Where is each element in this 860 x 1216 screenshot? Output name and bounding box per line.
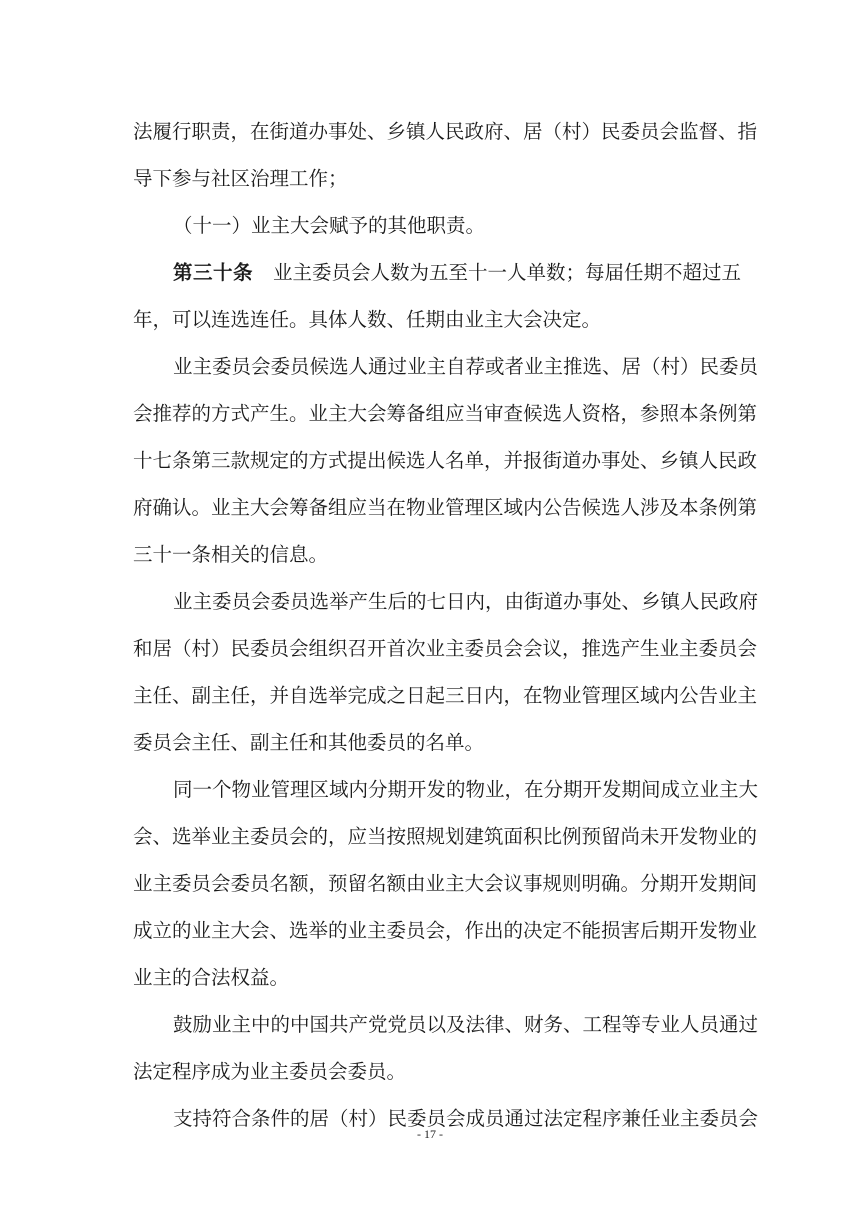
- text-line: 鼓励业主中的中国共产党党员以及法律、财务、工程等专业人员通过: [173, 1013, 759, 1036]
- article-number: 第三十条: [173, 261, 254, 284]
- text-line: 业主委员会委员候选人通过业主自荐或者业主推选、居（村）民委员: [173, 355, 759, 378]
- text-line: 法履行职责，在街道办事处、乡镇人民政府、居（村）民委员会监督、指: [133, 120, 758, 143]
- text-line: 导下参与社区治理工作；: [133, 167, 348, 190]
- text-line: 会、选举业主委员会的，应当按照规划建筑面积比例预留尚未开发物业的: [133, 825, 758, 848]
- text-line: 业主的合法权益。: [133, 966, 290, 989]
- text-line: 府确认。业主大会筹备组应当在物业管理区域内公告候选人涉及本条例第: [133, 496, 758, 519]
- page-number: - 17 -: [417, 1127, 443, 1141]
- text-line: 法定程序成为业主委员会委员。: [133, 1060, 407, 1083]
- document-body: [133, 108, 759, 1142]
- text-line: 会推荐的方式产生。业主大会筹备组应当审查候选人资格，参照本条例第: [133, 402, 758, 425]
- text-line: 业主委员会人数为五至十一人单数；每届任期不超过五: [273, 261, 742, 284]
- text-line: 支持符合条件的居（村）民委员会成员通过法定程序兼任业主委员会: [173, 1107, 759, 1130]
- text-line: 委员会主任、副主任和其他委员的名单。: [133, 731, 485, 754]
- text-line: 和居（村）民委员会组织召开首次业主委员会会议，推选产生业主委员会: [133, 637, 758, 660]
- text-line: 主任、副主任，并自选举完成之日起三日内，在物业管理区域内公告业主: [133, 684, 758, 707]
- text-line: 成立的业主大会、选举的业主委员会，作出的决定不能损害后期开发物业: [133, 919, 758, 942]
- text-line: 同一个物业管理区域内分期开发的物业，在分期开发期间成立业主大: [173, 778, 759, 801]
- text-line: 年，可以连选连任。具体人数、任期由业主大会决定。: [133, 308, 602, 331]
- text-line: （十一）业主大会赋予的其他职责。: [173, 214, 486, 237]
- article-heading-line: [133, 249, 755, 296]
- text-line: 三十一条相关的信息。: [133, 543, 329, 566]
- text-line: 十七条第三款规定的方式提出候选人名单，并报街道办事处、乡镇人民政: [133, 449, 758, 472]
- text-line: 业主委员会委员选举产生后的七日内，由街道办事处、乡镇人民政府: [173, 590, 759, 613]
- text-line: 业主委员会委员名额，预留名额由业主大会议事规则明确。分期开发期间: [133, 872, 758, 895]
